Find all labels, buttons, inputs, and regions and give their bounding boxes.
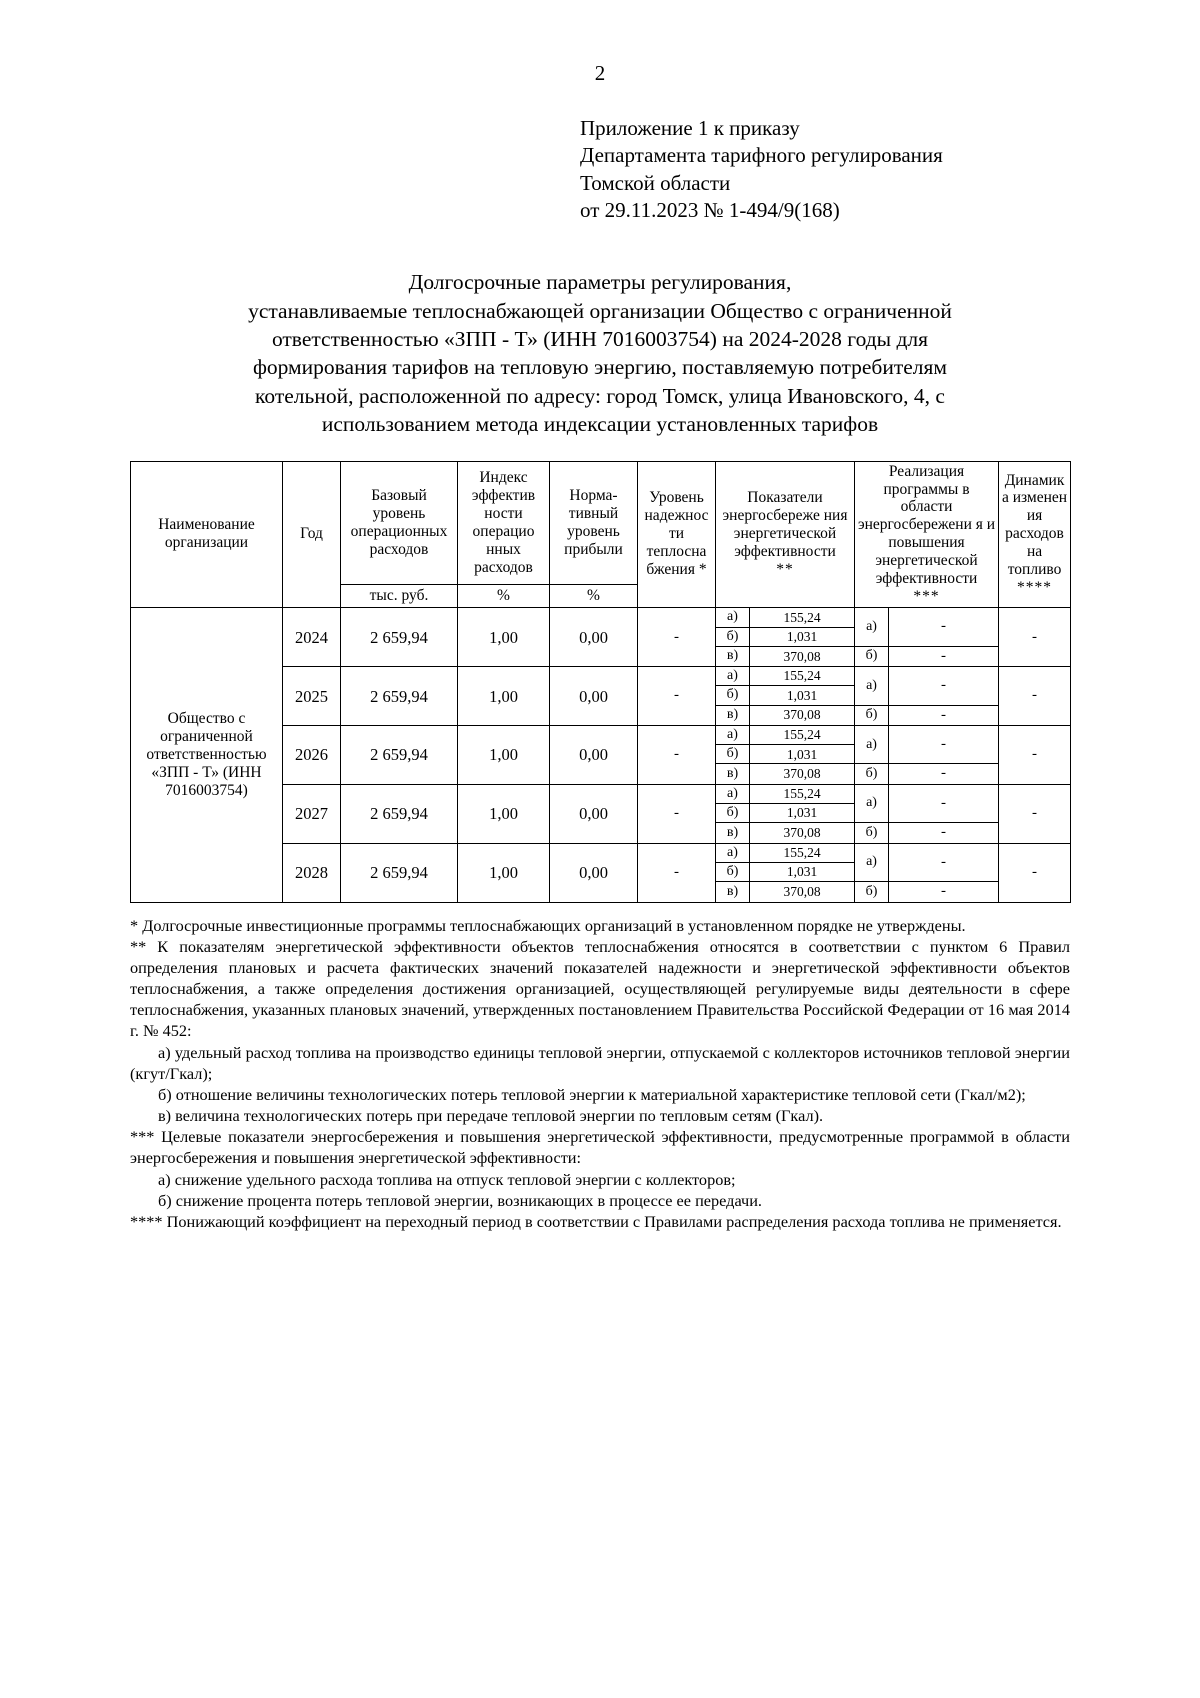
cell-fuel-dynamics: - <box>999 667 1071 726</box>
title-line-6: использованием метода индексации установленных тарифов <box>321 412 879 437</box>
cell-energy-value-v: 370,08 <box>750 646 855 666</box>
cell-energy-letter-b: б) <box>716 627 750 646</box>
cell-energy-letter-v: в) <box>716 823 750 843</box>
document-title <box>130 268 1070 438</box>
cell-normative-profit: 0,00 <box>550 608 638 667</box>
cell-program-value-a: - <box>889 667 999 705</box>
units-efficiency-index: % <box>458 584 550 607</box>
cell-energy-value-a: 155,24 <box>750 608 855 627</box>
cell-org-name: Общество с ограниченной ответственностью «ЗПП - Т» (ИНН 7016003754) <box>131 608 283 902</box>
cell-normative-profit: 0,00 <box>550 667 638 726</box>
cell-program-value-b: - <box>889 882 999 902</box>
cell-energy-letter-b: б) <box>716 745 750 764</box>
header-reliability <box>638 461 716 608</box>
header-energy-saving <box>716 461 855 608</box>
cell-program-value-a: - <box>889 843 999 881</box>
header-reliability-text: Уровень надежнос ти теплосна бжения <box>644 489 709 579</box>
header-normative-profit: Норма-тивный уровень прибыли <box>550 461 638 584</box>
cell-energy-value-a: 155,24 <box>750 784 855 803</box>
cell-program-letter-b: б) <box>855 705 889 725</box>
cell-energy-letter-b: б) <box>716 686 750 705</box>
appendix-line-3: Томской области <box>580 170 731 195</box>
cell-energy-letter-a: а) <box>716 726 750 745</box>
cell-program-letter-a: а) <box>855 843 889 881</box>
appendix-reference <box>580 115 1070 224</box>
cell-program-letter-b: б) <box>855 646 889 666</box>
cell-energy-letter-v: в) <box>716 646 750 666</box>
footnote-2-item-v: в) величина технологических потерь при передаче тепловой энергии по тепловым сетям (Гкал). <box>158 1106 824 1126</box>
header-base-level: Базовый уровень операционных расходов <box>341 461 458 584</box>
title-line-2: устанавливаемые теплоснабжающей организации Общество с ограниченной <box>248 298 952 323</box>
cell-year: 2028 <box>283 843 341 902</box>
footnote-2: ** К показателям энергетической эффективности объектов теплоснабжения относятся в соответствии с пунктом 6 Правил определения плановых и расчета фактических значений показателей надежности и энергетической эффективности объектов теплоснабжения, а также определения достижения организацией, осуществляющей регулируемые виды деятельности в сфере теплоснабжения, указанных плановых значений, утвержденных постановлением Правительства Российской Федерации от 16 мая 2014 г. № 452: <box>130 936 1070 1041</box>
cell-program-value-b: - <box>889 823 999 843</box>
cell-fuel-dynamics: - <box>999 726 1071 785</box>
cell-base-level: 2 659,94 <box>341 726 458 785</box>
header-program-text: Реализация программы в области энергосбережени я и повышения энергетической эффективности <box>857 462 996 588</box>
cell-energy-letter-v: в) <box>716 705 750 725</box>
title-line-5: котельной, расположенной по адресу: город Томск, улица Ивановского, 4, с <box>255 383 945 408</box>
units-normative-profit: % <box>550 584 638 607</box>
cell-energy-value-v: 370,08 <box>750 882 855 902</box>
cell-energy-letter-b: б) <box>716 862 750 881</box>
cell-energy-value-v: 370,08 <box>750 823 855 843</box>
table-header-row-main <box>131 461 1071 584</box>
cell-normative-profit: 0,00 <box>550 843 638 902</box>
cell-energy-letter-a: а) <box>716 843 750 862</box>
cell-fuel-dynamics: - <box>999 608 1071 667</box>
title-line-3: ответственностью «ЗПП - Т» (ИНН 7016003754) на 2024-2028 годы для <box>271 327 929 352</box>
cell-program-letter-b: б) <box>855 823 889 843</box>
header-fuel-dynamics-text: Динамик а изменен ия расходов на топливо <box>1001 471 1068 579</box>
cell-program-value-b: - <box>889 705 999 725</box>
footnotes <box>130 915 1070 1233</box>
cell-energy-value-a: 155,24 <box>750 843 855 862</box>
header-fuel-dynamics <box>999 461 1071 608</box>
cell-energy-letter-a: а) <box>716 784 750 803</box>
footnote-4: **** Понижающий коэффициент на переходный период в соответствии с Правилами распределения расхода топлива не применяется. <box>130 1211 1062 1231</box>
footnote-1: * Долгосрочные инвестиционные программы теплоснабжающих организаций в установленном порядке не утверждены. <box>130 915 966 935</box>
cell-energy-letter-b: б) <box>716 804 750 823</box>
title-line-1: Долгосрочные параметры регулирования, <box>408 270 792 295</box>
cell-efficiency-index: 1,00 <box>458 843 550 902</box>
footnote-3-item-b: б) снижение процента потерь тепловой энергии, возникающих в процессе ее передачи. <box>158 1190 762 1210</box>
cell-program-letter-a: а) <box>855 726 889 764</box>
cell-program-letter-a: а) <box>855 784 889 822</box>
cell-fuel-dynamics: - <box>999 843 1071 902</box>
header-program <box>855 461 999 608</box>
cell-efficiency-index: 1,00 <box>458 784 550 843</box>
cell-reliability: - <box>638 784 716 843</box>
cell-program-letter-b: б) <box>855 882 889 902</box>
cell-reliability: - <box>638 667 716 726</box>
cell-program-letter-a: а) <box>855 667 889 705</box>
appendix-line-2: Департамента тарифного регулирования <box>580 143 943 168</box>
page-number: 2 <box>594 61 606 85</box>
cell-year: 2026 <box>283 726 341 785</box>
footnote-2-item-a: а) удельный расход топлива на производство единицы тепловой энергии, отпускаемой с коллекторов источников тепловой энергии (кгут/Гкал); <box>130 1042 1070 1083</box>
cell-normative-profit: 0,00 <box>550 726 638 785</box>
cell-reliability: - <box>638 608 716 667</box>
cell-base-level: 2 659,94 <box>341 843 458 902</box>
cell-fuel-dynamics: - <box>999 784 1071 843</box>
cell-program-value-a: - <box>889 784 999 822</box>
appendix-line-1: Приложение 1 к приказу <box>580 116 800 141</box>
footnote-marker-single: * <box>698 561 707 579</box>
footnote-marker-triple: *** <box>913 588 940 606</box>
cell-base-level: 2 659,94 <box>341 608 458 667</box>
footnote-marker-double: ** <box>776 561 794 579</box>
header-energy-saving-text: Показатели энергосбереже ния энергетической эффективности <box>722 489 848 561</box>
long-term-parameters-table <box>130 461 1071 903</box>
cell-efficiency-index: 1,00 <box>458 726 550 785</box>
table-row <box>131 608 1071 627</box>
cell-program-letter-a: а) <box>855 608 889 646</box>
cell-energy-value-b: 1,031 <box>750 686 855 705</box>
cell-energy-value-b: 1,031 <box>750 627 855 646</box>
footnote-marker-quad: **** <box>1017 579 1053 597</box>
cell-energy-value-b: 1,031 <box>750 804 855 823</box>
appendix-line-4: от 29.11.2023 № 1-494/9(168) <box>580 197 840 222</box>
cell-energy-letter-v: в) <box>716 764 750 784</box>
cell-program-letter-b: б) <box>855 764 889 784</box>
cell-energy-value-v: 370,08 <box>750 705 855 725</box>
footnote-3: *** Целевые показатели энергосбережения и повышения энергетической эффективности, предусмотренные программой в области энергосбережения и повышения энергетической эффективности: <box>130 1127 1070 1168</box>
units-base-level: тыс. руб. <box>341 584 458 607</box>
header-efficiency-index: Индекс эффектив ности операцио нных расходов <box>458 461 550 584</box>
title-line-4: формирования тарифов на тепловую энергию, поставляемую потребителям <box>252 355 948 380</box>
header-year: Год <box>283 461 341 608</box>
cell-program-value-b: - <box>889 764 999 784</box>
cell-reliability: - <box>638 843 716 902</box>
cell-energy-letter-v: в) <box>716 882 750 902</box>
cell-energy-value-b: 1,031 <box>750 862 855 881</box>
cell-year: 2024 <box>283 608 341 667</box>
header-org: Наименование организации <box>131 461 283 608</box>
cell-year: 2027 <box>283 784 341 843</box>
cell-energy-value-a: 155,24 <box>750 667 855 686</box>
cell-program-value-a: - <box>889 608 999 646</box>
cell-normative-profit: 0,00 <box>550 784 638 843</box>
cell-energy-value-b: 1,031 <box>750 745 855 764</box>
cell-year: 2025 <box>283 667 341 726</box>
cell-efficiency-index: 1,00 <box>458 608 550 667</box>
footnote-2-item-b: б) отношение величины технологических потерь тепловой энергии к материальной характеристике тепловой сети (Гкал/м2); <box>158 1084 1026 1104</box>
cell-base-level: 2 659,94 <box>341 784 458 843</box>
cell-reliability: - <box>638 726 716 785</box>
cell-energy-letter-a: а) <box>716 608 750 627</box>
footnote-3-item-a: а) снижение удельного расхода топлива на отпуск тепловой энергии с коллекторов; <box>158 1169 736 1189</box>
cell-base-level: 2 659,94 <box>341 667 458 726</box>
cell-energy-letter-a: а) <box>716 667 750 686</box>
cell-program-value-a: - <box>889 726 999 764</box>
cell-energy-value-a: 155,24 <box>750 726 855 745</box>
cell-efficiency-index: 1,00 <box>458 667 550 726</box>
cell-program-value-b: - <box>889 646 999 666</box>
cell-energy-value-v: 370,08 <box>750 764 855 784</box>
